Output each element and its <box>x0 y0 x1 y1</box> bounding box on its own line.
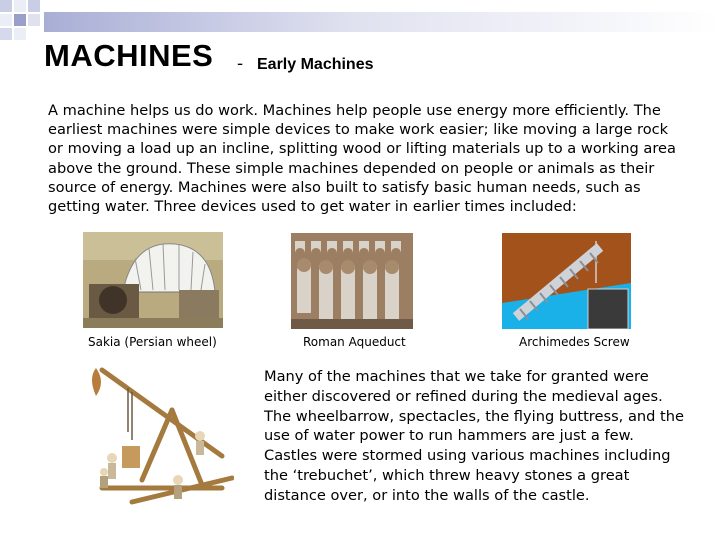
intro-paragraph: A machine helps us do work. Machines help people use energy more efficiently. The earliest machines were simple devices to make work easier; like moving a large rock or moving a load up an incline, splitting wood or lifting materials up to a working area above the ground. These simple machines depended on people or animals as their source of energy. Machines were also built to satisfy basic human needs, such as getting water. Three devices used to get water in earlier times included: <box>48 102 676 216</box>
aqueduct-photo <box>291 233 413 329</box>
sakia-photo <box>83 232 223 328</box>
slide-title: MACHINES <box>44 38 214 73</box>
caption-sakia: Sakia (Persian wheel) <box>88 335 217 349</box>
caption-archimedes-screw: Archimedes Screw <box>519 335 630 349</box>
slide-subtitle: Early Machines <box>257 56 374 73</box>
title-separator: - <box>237 54 244 74</box>
archimedes-screw-illustration <box>502 233 631 329</box>
caption-aqueduct: Roman Aqueduct <box>303 335 406 349</box>
medieval-paragraph: Many of the machines that we take for granted were either discovered or refined during the medieval ages. The wheelbarrow, spectacles, the flying buttress, and the use of water power to run hammers are just a few. Castles were stormed using various machines including the ‘trebuchet’, which threw heavy stones a great distance over, or into the walls of the castle. <box>264 368 684 504</box>
trebuchet-illustration <box>82 360 234 510</box>
